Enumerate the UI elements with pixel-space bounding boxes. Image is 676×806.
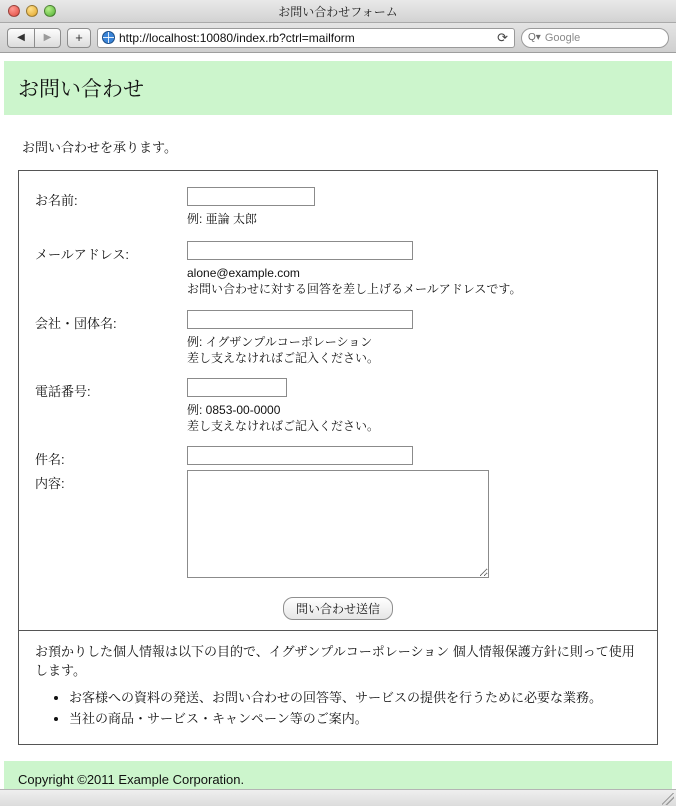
email-hint-line-1: alone@example.com xyxy=(187,266,300,281)
browser-toolbar xyxy=(0,23,676,53)
policy-text: お預かりした個人情報は以下の目的で、イグザンプルコーポレーション 個人情報保護方針に則って使用します。 xyxy=(35,644,635,679)
form-row-email xyxy=(35,241,641,307)
policy-list xyxy=(35,689,641,728)
email-label: メールアドレス: xyxy=(35,247,129,263)
phone-hint-line-1: 例: 0853-00-0000 xyxy=(187,402,281,417)
company-hint xyxy=(187,334,641,366)
submit-row xyxy=(35,597,641,620)
phone-control xyxy=(187,378,641,444)
phone-input[interactable] xyxy=(187,378,287,397)
name-input[interactable] xyxy=(187,187,315,206)
search-icon: Q▾ xyxy=(528,32,541,43)
forward-button[interactable]: ▶ xyxy=(34,28,61,48)
search-placeholder: Google xyxy=(544,31,581,44)
name-hint: 例: 亜論 太郎 xyxy=(187,212,258,226)
subject-label: 件名: xyxy=(35,452,65,468)
resize-grip[interactable] xyxy=(662,793,674,805)
phone-label: 電話番号: xyxy=(35,383,91,399)
back-button[interactable]: ◀ xyxy=(7,28,34,48)
subject-control xyxy=(187,446,641,465)
contact-form xyxy=(18,170,658,745)
page-content xyxy=(0,53,676,789)
subject-input[interactable] xyxy=(187,446,413,465)
email-hint xyxy=(187,265,641,297)
form-row-message xyxy=(35,470,641,583)
minimize-window-button[interactable] xyxy=(26,5,38,17)
list-item: • 当社の商品・サービス・キャンペーン等のご案内。 xyxy=(69,710,641,728)
email-input[interactable] xyxy=(187,241,413,260)
company-hint-line-2: 差し支えなければご記入ください。 xyxy=(187,350,380,365)
company-control xyxy=(187,310,641,376)
page-title: お問い合わせ xyxy=(18,78,144,101)
list-item: • お客様への資料の発送、お問い合わせの回答等、サービスの提供を行うために必要な業務。 xyxy=(69,689,641,707)
window-title: お問い合わせフォーム xyxy=(278,4,398,19)
email-control xyxy=(187,241,641,307)
zoom-window-button[interactable] xyxy=(44,5,56,17)
form-row-phone xyxy=(35,378,641,444)
globe-icon xyxy=(102,31,115,44)
email-hint-line-2: お問い合わせに対する回答を差し上げるメールアドレスです。 xyxy=(187,282,522,297)
message-control xyxy=(187,470,641,583)
title-bar xyxy=(0,0,676,23)
close-window-button[interactable] xyxy=(8,5,20,17)
intro-text: お問い合わせを承ります。 xyxy=(22,140,177,155)
message-label: 内容: xyxy=(35,476,65,492)
address-bar-url: http://localhost:10080/index.rb?ctrl=mailform xyxy=(119,30,355,45)
policy-divider xyxy=(19,630,657,631)
message-textarea[interactable] xyxy=(187,470,489,578)
phone-hint-line-2: 差し支えなければご記入ください。 xyxy=(187,419,380,434)
form-row-name xyxy=(35,187,641,239)
new-tab-button[interactable]: + xyxy=(67,28,91,48)
name-control xyxy=(187,187,641,239)
status-bar xyxy=(0,789,676,806)
phone-hint xyxy=(187,402,641,434)
window-controls xyxy=(0,5,56,17)
page-inner xyxy=(0,53,676,789)
reload-icon[interactable]: ⟳ xyxy=(497,29,508,45)
name-label: お名前: xyxy=(35,193,78,208)
navigation-buttons xyxy=(7,28,61,48)
company-hint-line-1: 例: イグザンプルコーポレーション xyxy=(187,334,373,349)
company-input[interactable] xyxy=(187,310,413,329)
search-field[interactable] xyxy=(521,28,669,48)
page-banner xyxy=(4,61,672,115)
submit-button[interactable]: 問い合わせ送信 xyxy=(283,597,393,620)
form-row-company xyxy=(35,310,641,376)
address-bar[interactable] xyxy=(97,28,515,48)
company-label: 会社・団体名: xyxy=(35,315,117,331)
form-row-subject xyxy=(35,446,641,468)
page-footer: Copyright ©2011 Example Corporation. xyxy=(4,761,672,789)
